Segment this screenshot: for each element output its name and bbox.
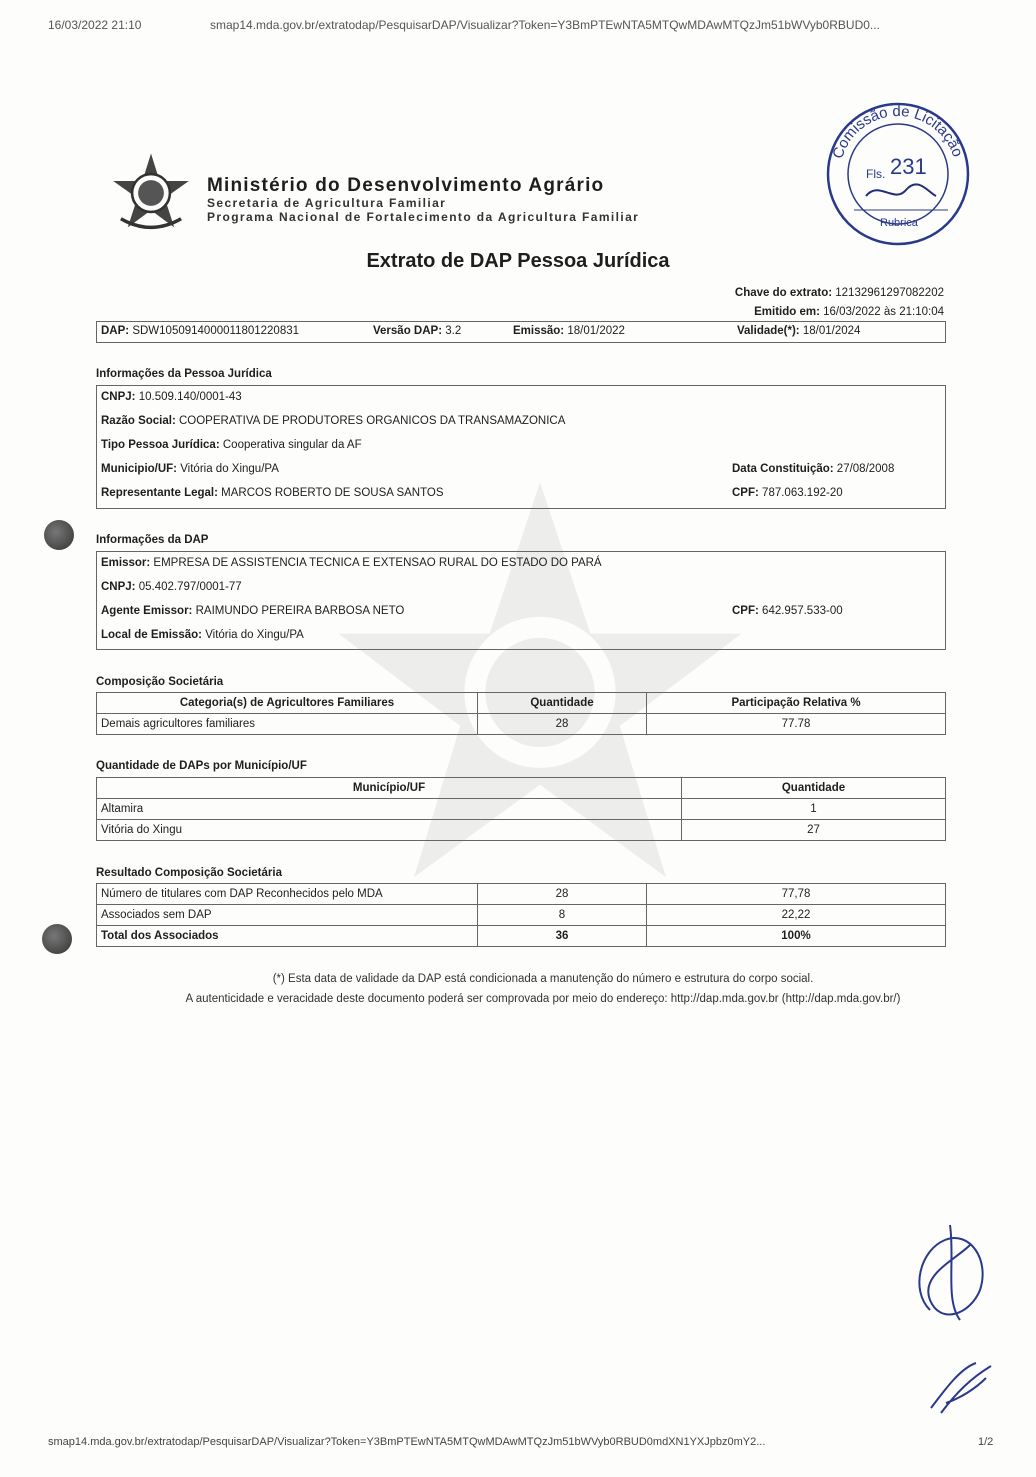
municipios-header-municipio: Município/UF: [97, 778, 682, 799]
commission-stamp: [824, 100, 972, 248]
dap-emissao: Emissão: 18/01/2022: [513, 325, 625, 337]
handwritten-initials: [926, 1358, 996, 1418]
dap-agente: Agente Emissor: RAIMUNDO PEREIRA BARBOSA NETO: [101, 605, 405, 617]
punch-hole: [44, 520, 74, 550]
dap-number: DAP: SDW1050914000011801220831: [101, 325, 300, 337]
composicao-header-quantidade: Quantidade: [478, 693, 647, 714]
section-pj-title: Informações da Pessoa Jurídica: [96, 368, 272, 380]
pj-tipo: Tipo Pessoa Jurídica: Cooperativa singular da AF: [101, 439, 362, 451]
stamp-text: Comissão de Licitação: [829, 102, 967, 161]
pj-municipio: Municipio/UF: Vitória do Xingu/PA: [101, 463, 279, 475]
stamp-fls-label: Fls.: [866, 167, 886, 181]
pj-data-constituicao: Data Constituição: 27/08/2008: [732, 463, 895, 475]
document-title: Extrato de DAP Pessoa Jurídica: [366, 250, 670, 272]
chave-extrato: Chave do extrato: 12132961297082202: [734, 287, 944, 299]
composicao-header-participacao: Participação Relativa %: [647, 693, 946, 714]
stamp-fls-number: 231: [890, 154, 927, 179]
emitido-em: Emitido em: 16/03/2022 às 21:10:04: [754, 306, 944, 318]
pj-cpf: CPF: 787.063.192-20: [732, 487, 843, 499]
svg-text:Comissão de Licitação: [829, 103, 966, 161]
dap-agente-cpf: CPF: 642.957.533-00: [732, 605, 843, 617]
pj-representante: Representante Legal: MARCOS ROBERTO DE SOUSA SANTOS: [101, 487, 444, 499]
dap-cnpj: CNPJ: 05.402.797/0001-77: [101, 581, 242, 593]
pj-razao-social: Razão Social: COOPERATIVA DE PRODUTORES ORGANICOS DA TRANSAMAZONICA: [101, 415, 566, 427]
print-page-number: 1/2: [978, 1436, 994, 1448]
print-url-top: smap14.mda.gov.br/extratodap/PesquisarDAP/Visualizar?Token=Y3BmPTEwNTA5MTQwMDAwMTQzJm51bWVyb0RBUD0...: [210, 18, 880, 32]
municipios-header-quantidade: Quantidade: [682, 778, 946, 799]
authenticity-note: A autenticidade e veracidade deste documento poderá ser comprovada por meio do endereço: http://dap.mda.gov.br (http://dap.mda.gov.br/): [185, 993, 901, 1005]
dap-emissor: Emissor: EMPRESA DE ASSISTENCIA TECNICA E EXTENSAO RURAL DO ESTADO DO PARÁ: [101, 557, 602, 569]
section-resultado-title: Resultado Composição Societária: [96, 867, 282, 879]
handwritten-signature: [900, 1220, 1000, 1330]
composicao-header-categoria: Categoria(s) de Agricultores Familiares: [97, 693, 478, 714]
composicao-table: [96, 692, 946, 735]
secretariat-name: Secretaria de Agricultura Familiar: [207, 196, 447, 210]
municipios-table: [96, 777, 946, 841]
punch-hole: [42, 924, 72, 954]
table-row: Demais agricultores familiares 28 77.78: [97, 714, 946, 735]
stamp-bottom: Rubrica: [880, 217, 918, 229]
dap-validade: Validade(*): 18/01/2024: [737, 325, 861, 337]
dap-local: Local de Emissão: Vitória do Xingu/PA: [101, 629, 304, 641]
table-row: Total dos Associados 36 100%: [97, 926, 946, 947]
print-url-bottom: smap14.mda.gov.br/extratodap/PesquisarDAP/Visualizar?Token=Y3BmPTEwNTA5MTQwMDAwMTQzJm51bWVyb0RBUD0mdXN1YXJpbz0mY2...: [48, 1436, 766, 1448]
brazil-seal-icon: [108, 148, 194, 238]
validity-note: (*) Esta data de validade da DAP está condicionada a manutenção do número e estrutura do corpo social.: [272, 973, 814, 985]
dap-versao: Versão DAP: 3.2: [373, 325, 462, 337]
ministry-name: Ministério do Desenvolvimento Agrário: [207, 175, 605, 196]
print-datetime: 16/03/2022 21:10: [48, 18, 142, 32]
table-row: Associados sem DAP 8 22,22: [97, 905, 946, 926]
table-row: Vitória do Xingu 27: [97, 820, 946, 841]
program-name: Programa Nacional de Fortalecimento da Agricultura Familiar: [207, 210, 640, 224]
resultado-table: [96, 883, 946, 947]
section-composicao-title: Composição Societária: [96, 676, 224, 688]
pj-cnpj: CNPJ: 10.509.140/0001-43: [101, 391, 242, 403]
table-row: Número de titulares com DAP Reconhecidos pelo MDA 28 77,78: [97, 884, 946, 905]
table-row: Altamira 1: [97, 799, 946, 820]
section-dap-title: Informações da DAP: [96, 534, 209, 546]
section-municipios-title: Quantidade de DAPs por Município/UF: [96, 760, 307, 772]
